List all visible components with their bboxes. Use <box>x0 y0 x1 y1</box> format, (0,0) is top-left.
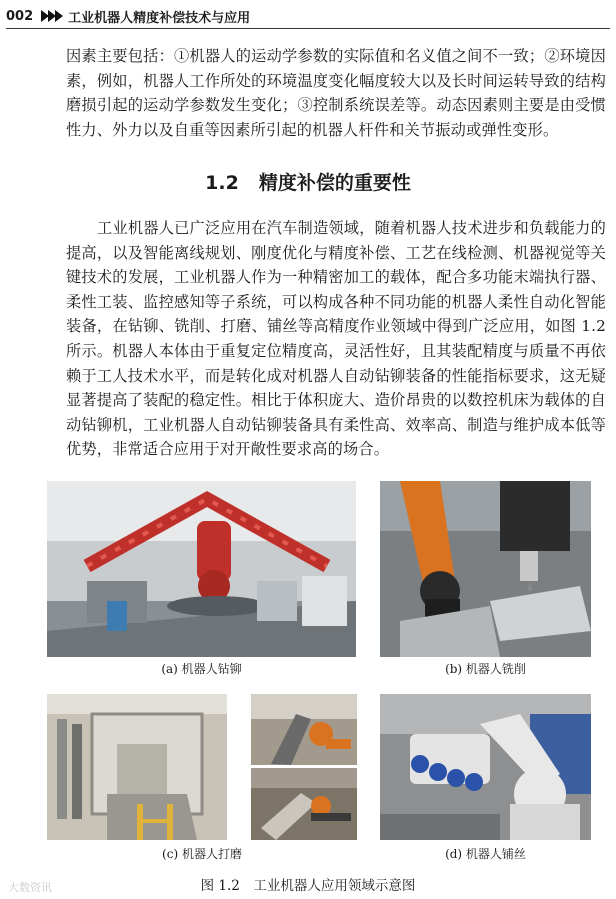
photo-robot-milling <box>380 481 591 657</box>
page-header <box>6 6 610 26</box>
section-number: 1.2 <box>205 172 239 194</box>
panel-a-caption: (a) 机器人钻铆 <box>161 662 242 676</box>
photo-grinding-detail-2 <box>251 768 357 840</box>
header-divider <box>6 28 610 29</box>
section-title: 精度补偿的重要性 <box>258 172 411 194</box>
page-number: 002 <box>6 8 34 24</box>
panel-c-caption: (c) 机器人打磨 <box>162 847 242 861</box>
panel-b-caption: (b) 机器人铣削 <box>445 662 526 676</box>
figure-caption: 图 1.2 工业机器人应用领域示意图 <box>200 878 416 894</box>
photo-robot-drilling-riveting <box>47 481 356 657</box>
paragraph-1: 因素主要包括：①机器人的运动学参数的实际值和名义值之间不一致；②环境因素，例如，机器人工作所处的环境温度变化幅度较大以及长时间运转导致的结构磨损引起的运动学参数发生变化；③控制系统误差等。动态因素则主要是由受惯性力、外力以及自重等因素所引起的机器人杆件和关节振动或弹性变形。 <box>66 47 606 139</box>
photo-robot-grinding-cell <box>47 694 227 840</box>
section-heading <box>0 168 616 195</box>
panel-d-caption: (d) 机器人铺丝 <box>445 847 526 861</box>
watermark: 大数资讯 <box>8 881 52 894</box>
book-title: 工业机器人精度补偿技术与应用 <box>68 10 251 26</box>
photo-grinding-detail-1 <box>251 694 357 765</box>
arrow-icon <box>41 10 62 22</box>
paragraph-2: 工业机器人已广泛应用在汽车制造领域，随着机器人技术进步和负载能力的提高，以及智能离线规划、刚度优化与精度补偿、工艺在线检测、机器视觉等关键技术的发展，工业机器人作为一种精密加工的载体，配合多功能末端执行器、柔性工装、监控感知等子系统，可以构成各种不同功能的机器人柔性自动化智能装备，在钻铆、铣削、打磨、铺丝等高精度作业领域中得到广泛应用，如图 1.2 所示。机器人本体由于重复定位精度高，灵活性好，且其装配精度与质量不再依赖于工人技术水平，而是转化成对机器人自动钻铆装备的性能指标要求，这无疑显著提高了装配的稳定性。相比于体积庞大、造价昂贵的以数控机床为载体的自动钻铆机，工业机器人自动钻铆装备具有柔性高、效率高、制造与维护成本低等优势，非常适合应用于对开敞性要求高的场合。 <box>66 219 606 459</box>
photo-robot-fiber-placement <box>380 694 591 840</box>
